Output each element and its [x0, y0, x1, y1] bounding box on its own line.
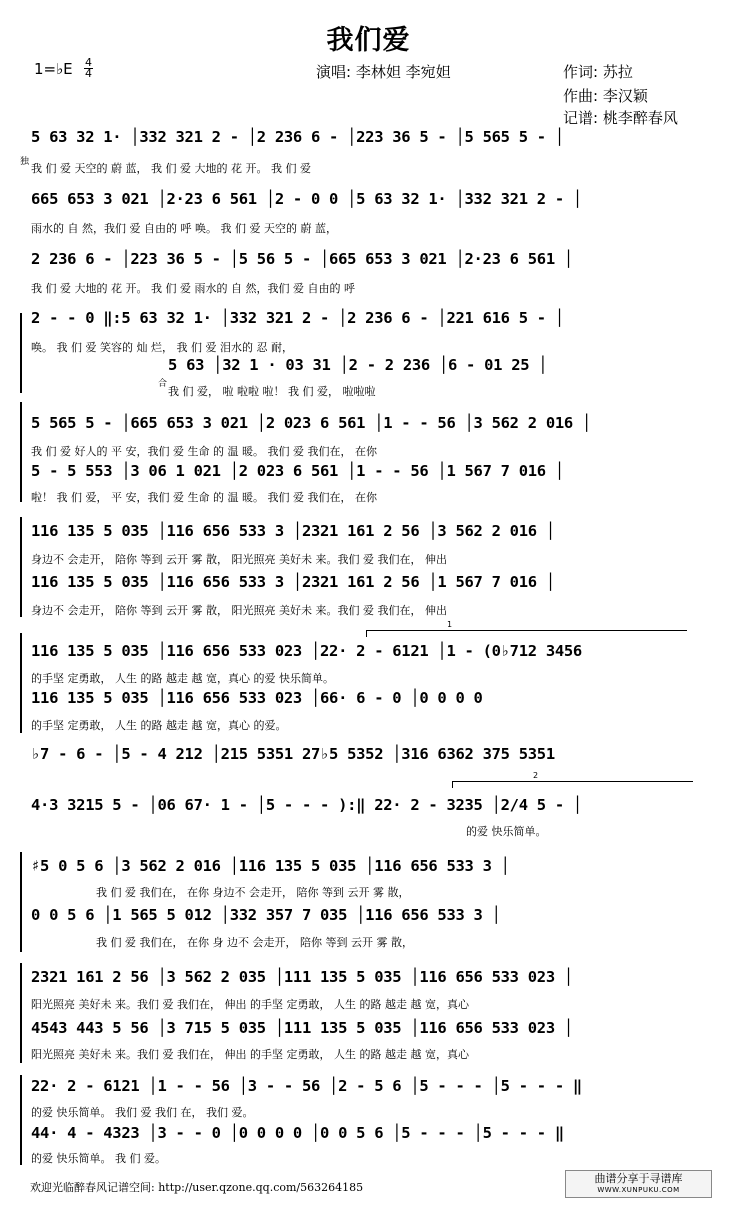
watermark-box [565, 1170, 712, 1198]
system-bracket [20, 402, 22, 502]
notation-row-19: 44· 4 - 4323 │3 - - 0 │0 0 0 0 │0 0 5 6 │5 - - - │5 - - - ‖ [31, 1124, 564, 1142]
notation-row-16: 2321 161 2 56 │3 562 2 035 │111 135 5 035 │116 656 533 023 │ [31, 968, 573, 986]
system-bracket [20, 1075, 22, 1165]
notation-row-5: 5 63 │32 1 · 03 31 │2 - 2 236 │6 - 01 25 │ [168, 356, 548, 374]
lyrics-row-17: 阳光照亮 美好未 来。我们 爱 我们在， 伸出 的手坚 定勇敢， 人生 的路 越走 越 宽，真心 [31, 1048, 469, 1061]
song-title: 我们爱 [326, 25, 411, 56]
second-ending-number: 2 [533, 771, 539, 780]
first-ending-number: 1 [447, 620, 453, 629]
notation-row-14: ♯5 0 5 6 │3 562 2 016 │116 135 5 035 │116 656 533 3 │ [31, 857, 510, 875]
lyrics-row-6: 我 们 爱 好人的 平 安，我们 爱 生命 的 温 暖。 我们 爱 我们在， 在你 [31, 445, 377, 458]
lyrics-row-14: 我 们 爱 我们在， 在你 身边不 会走开， 陪你 等到 云开 雾 散， [96, 886, 410, 899]
notation-row-12: ♭7 - 6 - │5 - 4 212 │215 5351 27♭5 5352 │316 6362 375 5351 [31, 745, 555, 763]
time-signature [84, 58, 93, 79]
notation-row-18: 22· 2 - 6121 │1 - - 56 │3 - - 56 │2 - 5 6 │5 - - - │5 - - - ‖ [31, 1077, 582, 1095]
lyrics-row-9: 身边不 会走开， 陪你 等到 云开 雾 散， 阳光照亮 美好未 来。我们 爱 我们在， 伸出 [31, 604, 447, 617]
lyrics-row-13: 的爱 快乐简单。 [466, 825, 547, 838]
notation-row-3: 2 236 6 - │223 36 5 - │5 56 5 - │665 653 3 021 │2·23 6 561 │ [31, 250, 573, 268]
lyrics-row-18: 的爱 快乐简单。 我们 爱 我们 在， 我们 爱。 [31, 1106, 254, 1119]
system-bracket [20, 963, 22, 1063]
second-ending-bracket [452, 771, 693, 788]
system-bracket [20, 852, 22, 952]
time-signature-bottom: 4 [85, 67, 92, 80]
system-bracket [20, 633, 22, 733]
notation-row-10: 116 135 5 035 │116 656 533 023 │22· 2 - 6121 │1 - (0♭712 3456 [31, 642, 582, 660]
notation-row-8: 116 135 5 035 │116 656 533 3 │2321 161 2 56 │3 562 2 016 │ [31, 522, 555, 540]
transcriber: 记谱: 桃李醉春风 [563, 109, 678, 127]
notation-row-13: 4·3 3215 5 - │06 67· 1 - │5 - - - ):‖ 22· 2 - 3235 │2/4 5 - │ [31, 796, 582, 814]
lyrics-row-3: 我 们 爱 大地的 花 开。 我 们 爱 雨水的 自 然，我们 爱 自由的 呼 [31, 282, 355, 295]
lyrics-row-7: 啦！ 我 们 爱， 平 安，我们 爱 生命 的 温 暖。 我们 爱 我们在， 在你 [31, 491, 377, 504]
singers: 演唱: 李林妲 李宛妲 [316, 63, 451, 81]
notation-row-17: 4543 443 5 56 │3 715 5 035 │111 135 5 035 │116 656 533 023 │ [31, 1019, 573, 1037]
notation-row-9: 116 135 5 035 │116 656 533 3 │2321 161 2 56 │1 567 7 016 │ [31, 573, 555, 591]
lyrics-row-19: 的爱 快乐简单。 我 们 爱。 [31, 1152, 166, 1165]
key-signature: 1=♭E [34, 60, 73, 78]
chorus-label: 合 [158, 379, 168, 389]
composer: 作曲: 李汉颖 [563, 87, 648, 105]
notation-row-4: 2 - - 0 ‖:5 63 32 1· │332 321 2 - │2 236 6 - │221 616 5 - │ [31, 309, 564, 327]
notation-row-15: 0 0 5 6 │1 565 5 012 │332 357 7 035 │116 656 533 3 │ [31, 906, 501, 924]
first-ending-bracket [366, 620, 687, 637]
watermark-text: 曲谱分享于寻谱库 [594, 1172, 683, 1185]
footer-link-text: 欢迎光临醉春风记谱空间: http://user.qzone.qq.com/563264185 [30, 1181, 364, 1194]
notation-row-2: 665 653 3 021 │2·23 6 561 │2 - 0 0 │5 63 32 1· │332 321 2 - │ [31, 190, 582, 208]
lyrics-row-8: 身边不 会走开， 陪你 等到 云开 雾 散， 阳光照亮 美好未 来。我们 爱 我们在， 伸出 [31, 553, 447, 566]
solo-label: 独 [20, 157, 30, 167]
notation-row-6: 5 565 5 - │665 653 3 021 │2 023 6 561 │1 - - 56 │3 562 2 016 │ [31, 414, 591, 432]
system-bracket [20, 313, 22, 393]
lyrics-row-5: 我 们 爱， 啦 啦啦 啦！ 我 们 爱， 啦啦啦 [168, 385, 376, 398]
watermark-url: WWW.XUNPUKU.COM [597, 1186, 680, 1194]
lyrics-row-11: 的手坚 定勇敢， 人生 的路 越走 越 宽，真心 的爱。 [31, 719, 287, 732]
lyrics-row-2: 雨水的 自 然，我们 爱 自由的 呼 唤。 我 们 爱 天空的 蔚 蓝， [31, 222, 337, 235]
lyrics-row-1: 我 们 爱 天空的 蔚 蓝， 我 们 爱 大地的 花 开。 我 们 爱 [31, 162, 311, 175]
notation-row-11: 116 135 5 035 │116 656 533 023 │66· 6 - 0 │0 0 0 0 [31, 689, 483, 707]
lyrics-row-16: 阳光照亮 美好未 来。我们 爱 我们在， 伸出 的手坚 定勇敢， 人生 的路 越走 越 宽，真心 [31, 998, 469, 1011]
lyricist: 作词: 苏拉 [563, 63, 633, 81]
system-bracket [20, 517, 22, 617]
lyrics-row-15: 我 们 爱 我们在， 在你 身 边不 会走开， 陪你 等到 云开 雾 散， [96, 936, 413, 949]
time-signature-top: 4 [85, 56, 92, 69]
lyrics-row-4: 唤。 我 们 爱 笑容的 灿 烂， 我 们 爱 泪水的 忍 耐， [31, 341, 293, 354]
notation-row-7: 5 - 5 553 │3 06 1 021 │2 023 6 561 │1 - - 56 │1 567 7 016 │ [31, 462, 564, 480]
lyrics-row-10: 的手坚 定勇敢， 人生 的路 越走 越 宽，真心 的爱 快乐简单。 [31, 672, 334, 685]
notation-row-1: 5 63 32 1· │332 321 2 - │2 236 6 - │223 36 5 - │5 565 5 - │ [31, 128, 564, 146]
